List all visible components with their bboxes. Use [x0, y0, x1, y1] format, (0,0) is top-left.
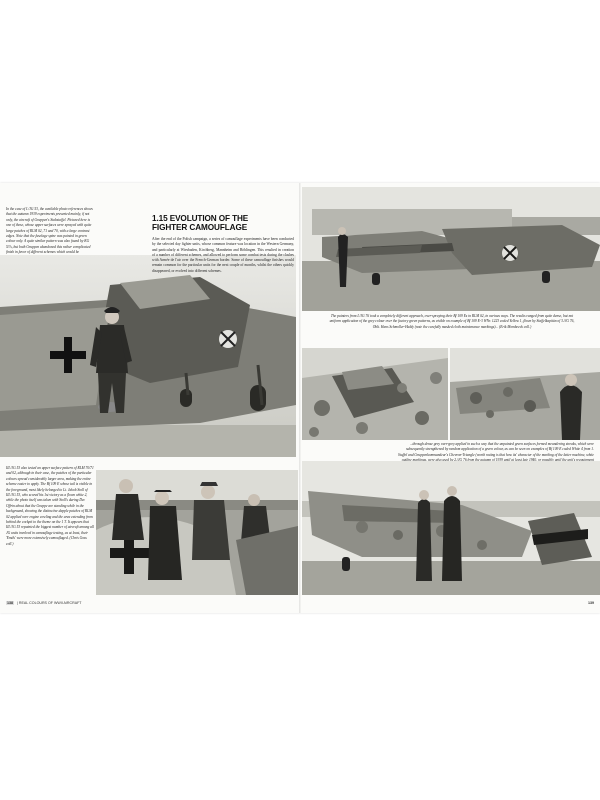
- photo-bf109-with-pilots: [302, 461, 600, 595]
- right-top-caption: The painters from I./JG 76 took a completely different approach, over-spraying their Bf 109 Es in RLM 02, in various ways. The results ranged from quite dense, but not uniform application of the grey colour over the factory green patterns, as visible on example of Bf 109 E-3 WNr. 1223 coded Yellow 1, flown by Staffelkapitän of 3./JG 76, Oblt. Hans Schmoller-Haldy (note the carefully masked cloth maintenance markings)... (Erik Mombeeck coll.): [329, 314, 575, 329]
- right-page-number: 139: [588, 601, 594, 605]
- photo-cockpit-mottled-right: [450, 348, 600, 440]
- photo-ground-crew-group: [96, 470, 298, 595]
- left-folio: [6, 601, 82, 605]
- left-top-caption: In the case of I./JG 53, the available photo references shows that the autumn 1939 experiments presented mainly, if not only, the aircraft of Gruppen's Stabstaffel. Pictured here is one of these, whose upper surfaces were sprayed with quite large patches of RLM 02, 71 and 70, with a large contrast edges. Note that the fuselage spine was painted in green colour only. A quite similar pattern was also found by KG 53's, but both Gruppen abandoned this rather complicated finish in favor of different schemes which would be: [6, 207, 93, 255]
- running-title: | REAL COLOURS OF WWII AIRCRAFT: [17, 601, 82, 605]
- section-title: 1.15 EVOLUTION OF THE FIGHTER CAMOUFLAGE: [152, 214, 249, 232]
- body-paragraph: After the end of the Polish campaign, a series of camouflage experiments have been conducted by the selected day fighter units, whose common feature was location in the Western Germany, and particularly at Wiesbaden, Kirchberg, Mannheim and Böblingen. This resulted in creation of a number of different schemes, and allowed to perform some combat tests during the clashes with Armée de l'air over the French-German border. Some of these camouflage finishes would remain common for the particular units for the next couple of months, whilst the others quickly disappeared, or evolved into different schemes.: [152, 237, 294, 273]
- book-spread: [0, 183, 600, 613]
- gutter-shadow: [299, 183, 301, 613]
- right-bottom-caption: ...through dense grey over-grey applied in such a way that the unpainted green surfaces formed meandering streaks, which were subsequently strengthened by random application of a green colour, as can be seen on examples of Bf 109 E coded White 4 from 1. Staffel and Gruppenkommandeur's Chevron-Triangle (worth noting is that how its' character of the marking of the latter machine, white: [398, 442, 594, 457]
- photo-pilot-with-bf109: [0, 255, 296, 457]
- left-page-number: 138: [7, 601, 13, 605]
- left-bottom-caption: III./JG 53 also tested an upper surface pattern of RLM 70/71 and 02, although in their case, the patches of the particular colours spread considerably larger area, making the entire scheme easier to apply. The Bf 109 E whose tail is visible in the foreground, most likely belonged to Lt. Jakob Stoll of III./JG 53, who scored his 1st victory as a flown white 2, while the photo itself was taken with Stoll's during Dec Offrin about that the Gruppe are standing while in the background, showing the distinctive dapple patches of RLM 02 applied over engine cowling and the area extending from behind the cockpit to the theme on the 1 T. It appears that III./JG 53 repainted the biggest number of aircraft among all JG units involved in camouflage testing, as at least, their 'Emils' were more extensively camouflaged. (Chris Goss coll.): [6, 466, 94, 546]
- photo-bf109-lineup: [302, 187, 600, 311]
- photo-cockpit-mottled-left: [302, 348, 448, 440]
